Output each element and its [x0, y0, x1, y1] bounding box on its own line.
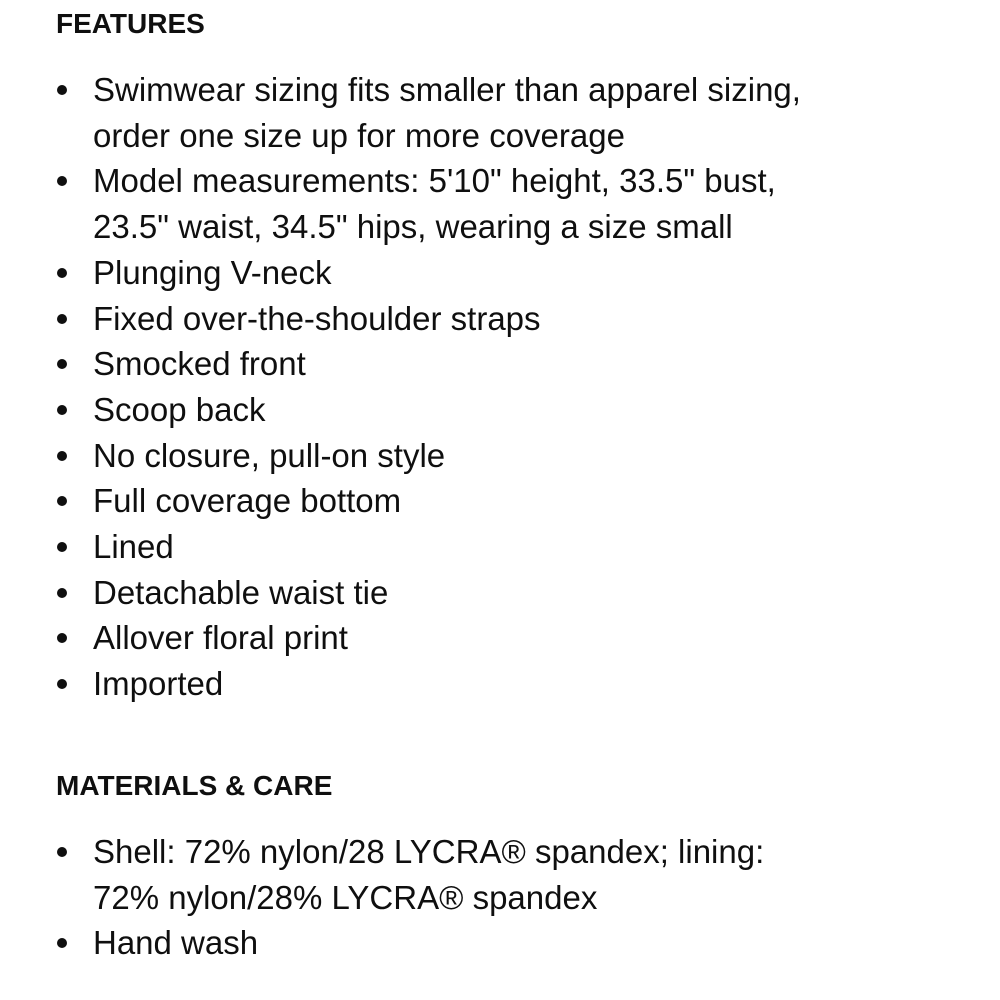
feature-item: Fixed over-the-shoulder straps — [56, 296, 814, 342]
feature-item: Lined — [56, 524, 814, 570]
materials-care-list — [56, 829, 814, 966]
feature-item: Imported — [56, 661, 814, 707]
feature-item: No closure, pull-on style — [56, 433, 814, 479]
feature-item: Allover floral print — [56, 615, 814, 661]
feature-item: Scoop back — [56, 387, 814, 433]
feature-item: Full coverage bottom — [56, 478, 814, 524]
feature-item: Model measurements: 5'10" height, 33.5" bust, 23.5" waist, 34.5" hips, wearing a size small — [56, 158, 814, 249]
feature-item: Detachable waist tie — [56, 570, 814, 616]
feature-item: Plunging V-neck — [56, 250, 814, 296]
features-list — [56, 67, 814, 707]
feature-item: Swimwear sizing fits smaller than apparel sizing, order one size up for more coverage — [56, 67, 814, 158]
materials-care-heading: MATERIALS & CARE — [56, 769, 333, 801]
feature-item: Smocked front — [56, 341, 814, 387]
material-care-item: Hand wash — [56, 920, 814, 966]
features-heading: FEATURES — [56, 8, 205, 39]
material-care-item: Shell: 72% nylon/28 LYCRA® spandex; lining: 72% nylon/28% LYCRA® spandex — [56, 829, 814, 920]
